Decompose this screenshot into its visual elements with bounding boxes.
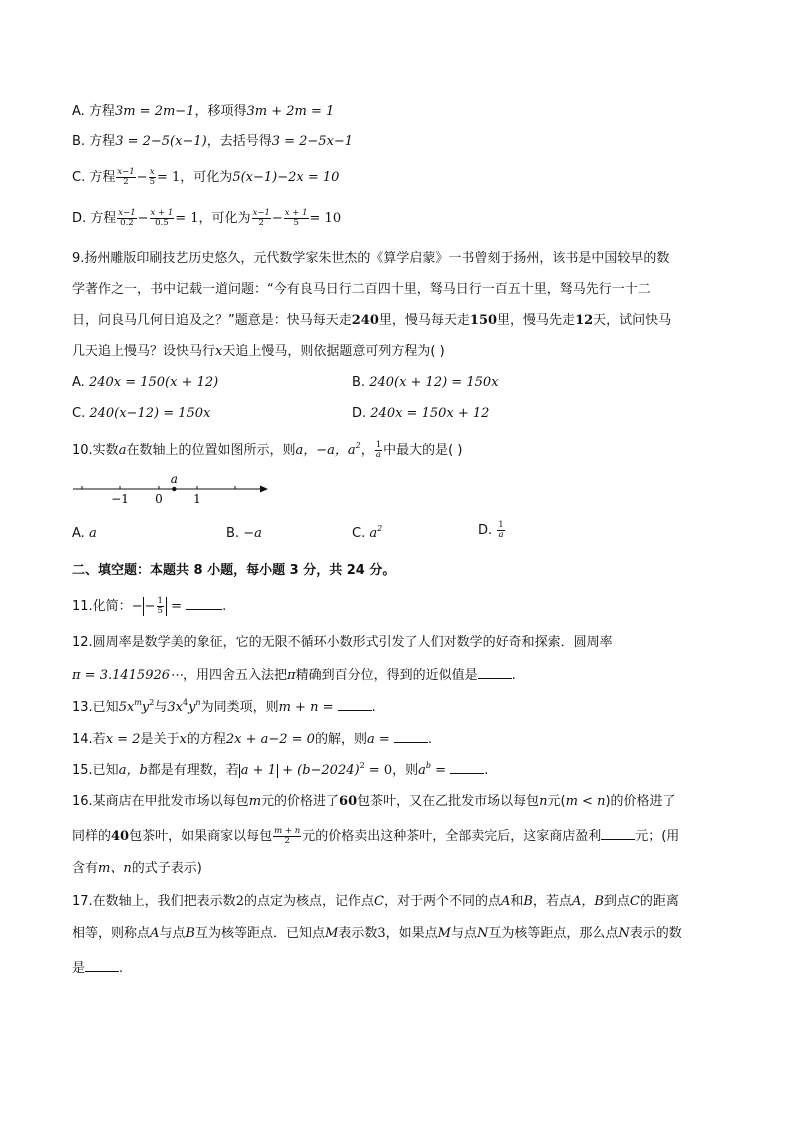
math: n: [539, 794, 548, 809]
q9-line-1: 9.扬州雕版印刷技艺历史悠久，元代数学家朱世杰的《算学启蒙》一书曾刻于扬州，该书是中国较早的数: [72, 251, 670, 266]
text: 相等，则称点: [72, 926, 151, 941]
text: 几天追上慢马？设快马行: [72, 344, 216, 359]
tick-label-one: 1: [193, 492, 201, 506]
text: .: [484, 763, 489, 778]
answer-blank[interactable]: [478, 665, 512, 679]
text: ，去括号得: [206, 134, 272, 149]
text: 互为核等距点．已知点: [194, 926, 325, 941]
q8-option-d: [72, 209, 341, 228]
number-line-arrow: [260, 486, 268, 493]
q9-line-2: 学著作之一，书中记载一道问题：“今有良马日行二百四十里，驽马日行一百五十里，驽马先行一十二: [72, 282, 651, 297]
option-label: D. 方程: [72, 211, 117, 226]
math: A，B: [571, 894, 604, 909]
text: 的方程: [186, 732, 226, 747]
answer-blank[interactable]: [186, 596, 222, 610]
fraction: $\frac{x-1}{2}$: [117, 167, 135, 187]
answer-blank[interactable]: [338, 697, 372, 711]
number: 240: [351, 313, 379, 328]
text: 是: [72, 961, 86, 976]
text: 17.在数轴上，我们把表示数: [72, 894, 236, 909]
text: 是关于: [140, 732, 180, 747]
superscript: b: [425, 761, 432, 770]
q9-line-3: [72, 312, 671, 330]
text: 元(: [547, 794, 566, 809]
text: 都是有理数，若: [147, 763, 239, 778]
text: 10.实数: [72, 443, 119, 458]
text: ，用四舍五入法把: [183, 668, 288, 683]
q12-line-1: 12.圆周率是数学美的象征，它的无限不循环小数形式引发了人们对数学的好奇和探索．圆周率: [72, 635, 613, 650]
text: 和: [510, 894, 524, 909]
text: 含有: [72, 861, 99, 876]
q9-option-a: [72, 374, 218, 392]
text: .: [119, 961, 124, 976]
math: C: [373, 894, 384, 909]
math: =: [431, 763, 447, 778]
fraction: $\frac{x + 1}{5}$: [284, 208, 308, 228]
text: 的式子表示): [131, 861, 202, 876]
math: M: [325, 926, 339, 941]
number: 2: [235, 894, 244, 909]
math: 5x: [118, 700, 135, 715]
fraction: $\frac{x}{5}$: [149, 167, 155, 187]
math: m < n: [565, 794, 606, 809]
math: N: [476, 926, 489, 941]
math: 3m = 2m−1: [114, 104, 195, 119]
text: ，对于两个不同的点: [383, 894, 501, 909]
math: N: [618, 926, 630, 941]
superscript: 2: [377, 524, 383, 533]
text: 里，慢马先走: [497, 313, 576, 328]
text: )的价格进了: [605, 794, 676, 809]
number-line: [70, 472, 280, 508]
text: .: [222, 599, 227, 614]
math: 3x: [167, 700, 183, 715]
math: m: [248, 794, 262, 809]
fraction: $\frac{1}{a}$: [498, 520, 504, 540]
q8-option-b: [72, 133, 353, 151]
text: 精确到百分位，得到的近似值是: [295, 668, 478, 683]
absolute-value: a + 1: [240, 763, 276, 778]
q17-line-3: [72, 958, 123, 978]
option-label: A.: [72, 526, 89, 541]
math: x: [215, 344, 223, 359]
option-label: C.: [352, 526, 370, 541]
text: ，可化为: [198, 211, 251, 226]
math: y: [188, 700, 196, 715]
q10-option-c: [352, 525, 382, 543]
fraction: $\frac{m + n}{2}$: [274, 826, 301, 846]
number: 60: [339, 794, 358, 809]
option-label: C.: [72, 406, 90, 421]
superscript: 2: [359, 761, 365, 770]
text: 与点: [450, 926, 477, 941]
math: −: [271, 211, 283, 226]
fraction: $\frac{x-1}{2}$: [252, 208, 270, 228]
text: 的距离: [639, 894, 679, 909]
q9-option-b: [352, 374, 498, 392]
math: A: [500, 894, 511, 909]
math: 3 = 2−5x−1: [271, 134, 354, 149]
math: m、n: [98, 861, 132, 876]
option-label: A. 方程: [72, 104, 115, 119]
math: m + n =: [278, 700, 334, 715]
math: 3m + 2m = 1: [246, 104, 335, 119]
fraction: $\frac{x + 1}{0.5}$: [150, 208, 174, 228]
math: 240(x + 12) = 150x: [369, 375, 499, 390]
q14: [72, 729, 432, 749]
text: 包茶叶，又在乙批发市场以每包: [357, 794, 540, 809]
tick-label-minus1: −1: [111, 492, 129, 506]
fraction: $\frac{x-1}{0.2}$: [118, 208, 136, 228]
math: π = 3.1415926⋯: [72, 668, 184, 683]
math: = 10: [309, 211, 342, 226]
text: 与: [154, 700, 168, 715]
text: 天追上慢马，则依据题意可列方程为( ): [222, 344, 445, 359]
text: 11.化简：: [72, 599, 132, 614]
number: 150: [469, 313, 498, 328]
q16-line-3: [72, 860, 202, 878]
number: 40: [111, 829, 130, 844]
math: a: [118, 443, 127, 458]
q10-option-d: [478, 521, 506, 540]
math: a: [88, 526, 97, 541]
q9-option-c: [72, 405, 210, 423]
text: 元；(用: [635, 829, 680, 844]
text: 的点定为核点，记作点: [243, 894, 374, 909]
text: 表示的数: [629, 926, 682, 941]
text: 13.已知: [72, 700, 119, 715]
math: a: [369, 526, 378, 541]
q13: [72, 697, 376, 717]
math: a =: [366, 732, 390, 747]
math: a: [418, 763, 426, 778]
q17-line-1: [72, 893, 679, 911]
text: 里，慢马每天走: [378, 313, 470, 328]
q9-line-4: [72, 343, 445, 361]
math: 3 = 2−5(x−1): [115, 134, 207, 149]
text: ，则: [392, 763, 419, 778]
q16-line-2: [72, 826, 679, 846]
math: a，b: [118, 763, 148, 778]
q8-option-c: [72, 168, 339, 187]
text: ，若点: [532, 894, 572, 909]
answer-blank[interactable]: [85, 958, 119, 972]
option-label: B.: [226, 526, 244, 541]
math: x = 2: [105, 732, 141, 747]
answer-blank[interactable]: [601, 826, 635, 840]
text: ，可化为: [180, 170, 233, 185]
math: 240x = 150(x + 12): [88, 375, 219, 390]
superscript: 2: [149, 698, 155, 707]
text: 互为核等距点，那么点: [488, 926, 619, 941]
math: 5(x−1)−2x = 10: [232, 170, 340, 185]
absolute-value: − $\frac{1}{5}$: [143, 597, 167, 616]
q11: [72, 596, 226, 616]
answer-blank[interactable]: [394, 729, 428, 743]
math: x: [179, 732, 187, 747]
text: ，移项得: [194, 104, 247, 119]
math: −: [137, 211, 149, 226]
point-a-label: a: [170, 472, 178, 486]
text: 天，试问快马: [593, 313, 672, 328]
text: 在数轴上的位置如图所示，则: [126, 443, 296, 458]
option-label: C. 方程: [72, 170, 116, 185]
math: a，−a，a: [295, 443, 356, 458]
math: = 0: [364, 763, 393, 778]
option-label: D.: [352, 406, 371, 421]
text: 同样的: [72, 829, 112, 844]
text: .: [371, 700, 376, 715]
math: −a: [243, 526, 262, 541]
option-label: B. 方程: [72, 134, 116, 149]
math: 240(x−12) = 150x: [89, 406, 211, 421]
q10-option-a: [72, 525, 97, 543]
text: 元的价格卖出这种茶叶，全部卖完后，这家商店盈利: [302, 829, 602, 844]
superscript: n: [195, 698, 201, 707]
fraction: $\frac{1}{a}$: [375, 440, 382, 460]
q15: [72, 760, 488, 780]
math: =: [171, 599, 182, 614]
math: = 1: [157, 170, 181, 185]
text: 中最大的是( ): [383, 443, 463, 458]
math: π: [287, 668, 296, 683]
math: A: [150, 926, 160, 941]
math: M: [437, 926, 451, 941]
math: + (b−2024): [277, 763, 360, 778]
text: ，如果点: [385, 926, 438, 941]
text: 表示数: [338, 926, 378, 941]
text: 元的价格进了: [261, 794, 340, 809]
q10-stem: [72, 441, 462, 460]
option-label: A.: [72, 375, 89, 390]
math: −: [131, 599, 143, 614]
option-label: B.: [352, 375, 370, 390]
q16-line-1: [72, 793, 676, 811]
math: y: [141, 700, 150, 715]
superscript: 2: [355, 441, 361, 450]
math: B: [185, 926, 195, 941]
tick-label-zero: 0: [155, 492, 163, 506]
q17-line-2: [72, 925, 682, 943]
math: B: [523, 894, 533, 909]
q12-line-2: [72, 665, 516, 685]
section-title: 二、填空题：本题共 8 小题，每小题 3 分，共 24 分。: [72, 563, 396, 578]
text: 15.已知: [72, 763, 119, 778]
text: 日，问良马几何日追及之？”题意是：快马每天走: [72, 313, 352, 328]
text: 为同类项，则: [200, 700, 279, 715]
text: 与点: [159, 926, 186, 941]
number: 12: [575, 313, 594, 328]
q10-option-b: [226, 525, 262, 543]
math: 240x = 150x + 12: [370, 406, 490, 421]
text: 14.若: [72, 732, 106, 747]
math: 2x + a−2 = 0: [225, 732, 315, 747]
text: .: [427, 732, 433, 747]
text: 到点: [603, 894, 630, 909]
number: 3: [377, 926, 386, 941]
answer-blank[interactable]: [450, 760, 484, 774]
math: = 1: [175, 211, 199, 226]
q9-option-d: [352, 405, 489, 423]
math: −: [136, 170, 148, 185]
text: .: [511, 668, 516, 683]
q8-option-a: [72, 103, 334, 121]
fraction: $\frac{1}{5}$: [157, 596, 163, 616]
text: 16.某商店在甲批发市场以每包: [72, 794, 249, 809]
text: ，: [360, 443, 374, 458]
text: 包茶叶，如果商家以每包: [129, 829, 273, 844]
math: C: [629, 894, 640, 909]
text: 的解，则: [314, 732, 367, 747]
point-a: [172, 487, 176, 491]
option-label: D.: [478, 523, 497, 538]
superscript: 4: [182, 698, 189, 707]
superscript: m: [134, 698, 142, 707]
